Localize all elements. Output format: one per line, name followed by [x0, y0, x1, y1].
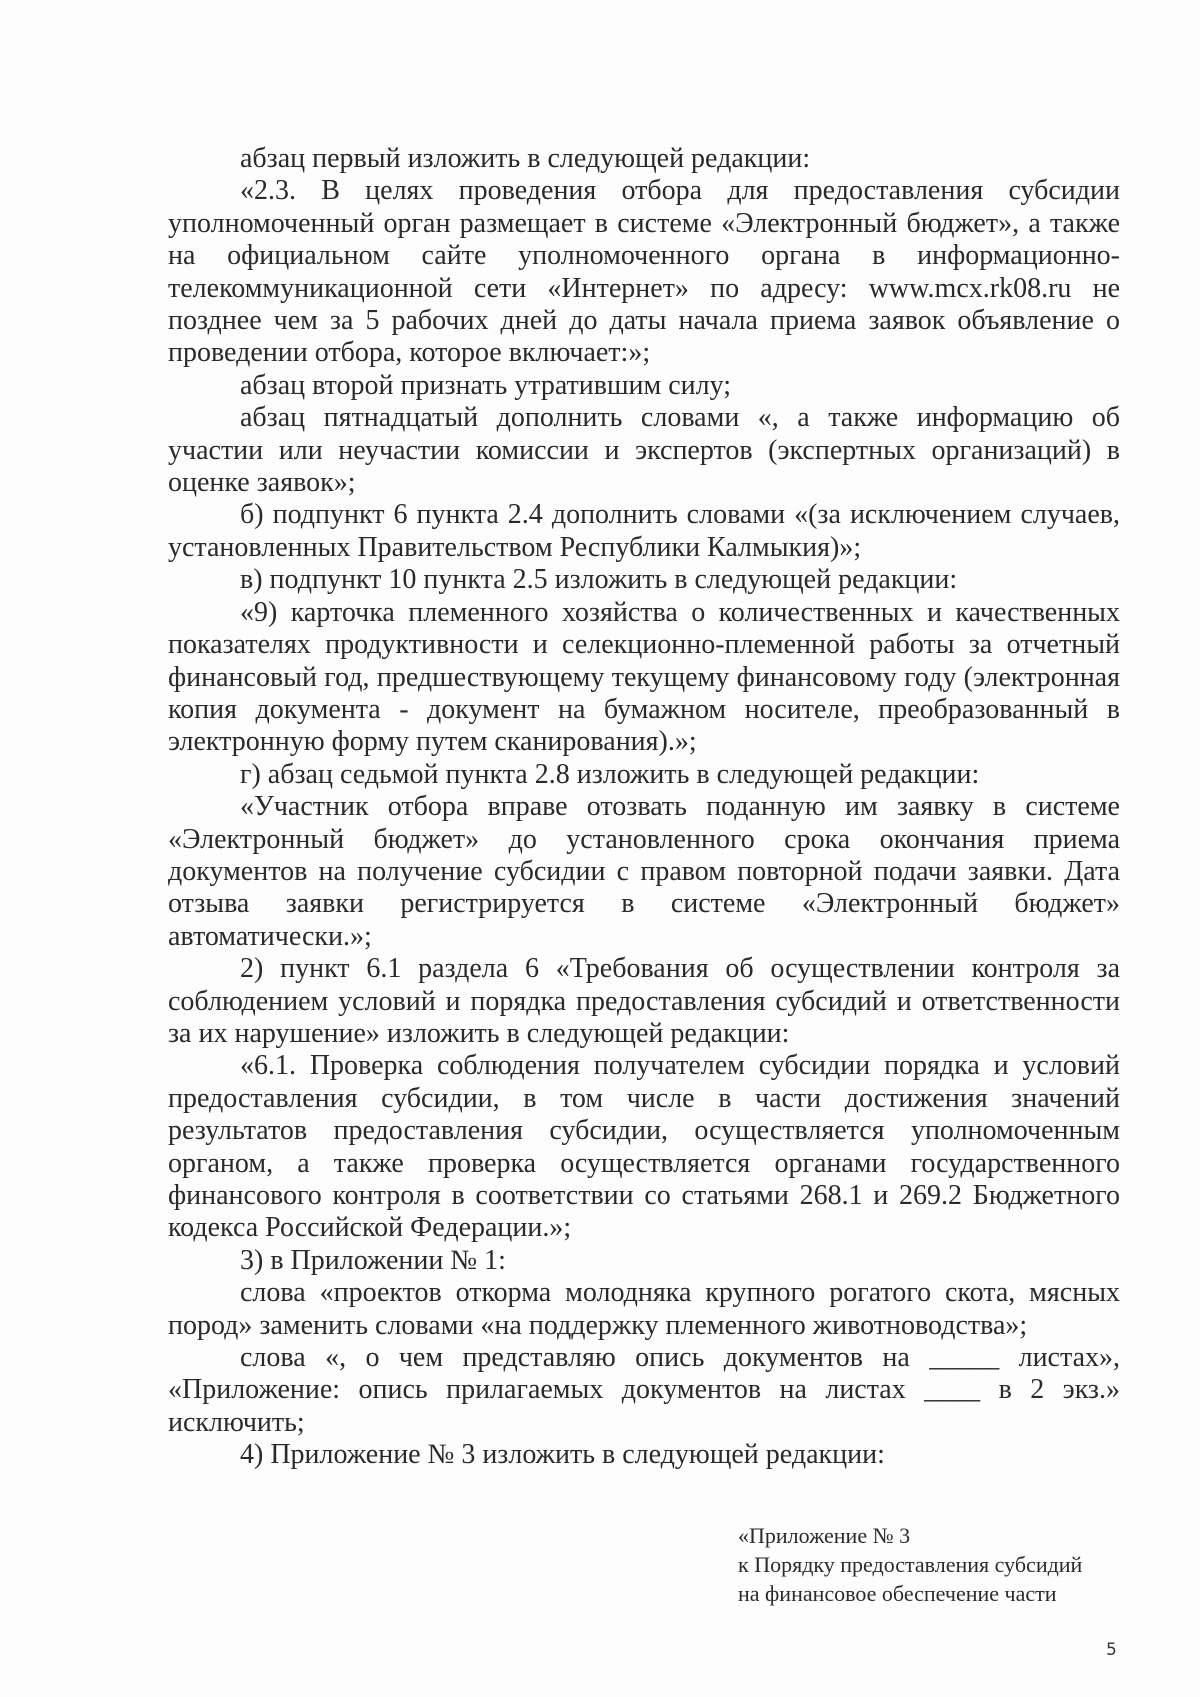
- paragraph: «9) карточка племенного хозяйства о количественных и качественных показателях продуктивности и селекционно-племенной работы за отчетный финансовый год, предшествующему текущему финансовому году (электронная копия документа - документ на бумажном носителе, преобразованный в электронную форму путем сканирования).»;: [168, 596, 1120, 758]
- paragraph: г) абзац седьмой пункта 2.8 изложить в следующей редакции:: [240, 758, 980, 790]
- appendix-title: «Приложение № 3: [738, 1523, 911, 1548]
- paragraph: абзац пятнадцатый дополнить словами «, а также информацию об участии или неучастии комиссии и экспертов (экспертных организаций) в оценке заявок»;: [168, 402, 1120, 499]
- paragraph: слова «проектов откорма молодняка крупного рогатого скота, мясных пород» заменить словами «на поддержку племенного животноводства»;: [168, 1277, 1120, 1341]
- paragraph: в) подпункт 10 пункта 2.5 изложить в следующей редакции:: [240, 564, 958, 596]
- paragraph: слова «, о чем представляю опись документов на _____ листах», «Приложение: опись прилагаемых документов на листах ____ в 2 экз.» исключить;: [168, 1342, 1120, 1438]
- paragraph: абзац второй признать утратившим силу;: [240, 369, 732, 401]
- paragraph: «6.1. Проверка соблюдения получателем субсидии порядка и условий предоставления субсидии, в том числе в части достижения значений результатов предоставления субсидии, осуществляется уполномоченным органом, а также проверка осуществляется органами государственного финансового контроля в соответствии со статьями 268.1 и 269.2 Бюджетного кодекса Российской Федерации.»;: [168, 1050, 1120, 1244]
- paragraph: 4) Приложение № 3 изложить в следующей редакции:: [240, 1439, 885, 1471]
- paragraph: б) подпункт 6 пункта 2.4 дополнить словами «(за исключением случаев, установленных Правительством Республики Калмыкия)»;: [168, 499, 1120, 563]
- paragraph: 2) пункт 6.1 раздела 6 «Требования об осуществлении контроля за соблюдением условий и порядка предоставления субсидий и ответственности за их нарушение» изложить в следующей редакции:: [168, 953, 1120, 1049]
- page-number: 5: [1106, 1640, 1117, 1660]
- paragraph: 3) в Приложении № 1:: [240, 1244, 506, 1276]
- appendix-header: [738, 1521, 1158, 1608]
- paragraph: «Участник отбора вправе отозвать поданную им заявку в системе «Электронный бюджет» до установленного срока окончания приема документов на получение субсидии с правом повторной подачи заявки. Дата отзыва заявки регистрируется в системе «Электронный бюджет» автоматически.»;: [168, 791, 1120, 952]
- paragraph: абзац первый изложить в следующей редакции:: [240, 143, 811, 174]
- appendix-line: к Порядку предоставления субсидий: [738, 1552, 1083, 1577]
- document-body: [168, 143, 1120, 1472]
- paragraph: «2.3. В целях проведения отбора для предоставления субсидии уполномоченный орган размещает в системе «Электронный бюджет», а также на официальном сайте уполномоченного органа в информационно-телекоммуникационной сети «Интернет» по адресу: www.mcx.rk08.ru не позднее чем за 5 рабочих дней до даты начала приема заявок объявление о проведении отбора, которое включает:»;: [168, 175, 1120, 369]
- appendix-line: на финансовое обеспечение части: [738, 1581, 1057, 1606]
